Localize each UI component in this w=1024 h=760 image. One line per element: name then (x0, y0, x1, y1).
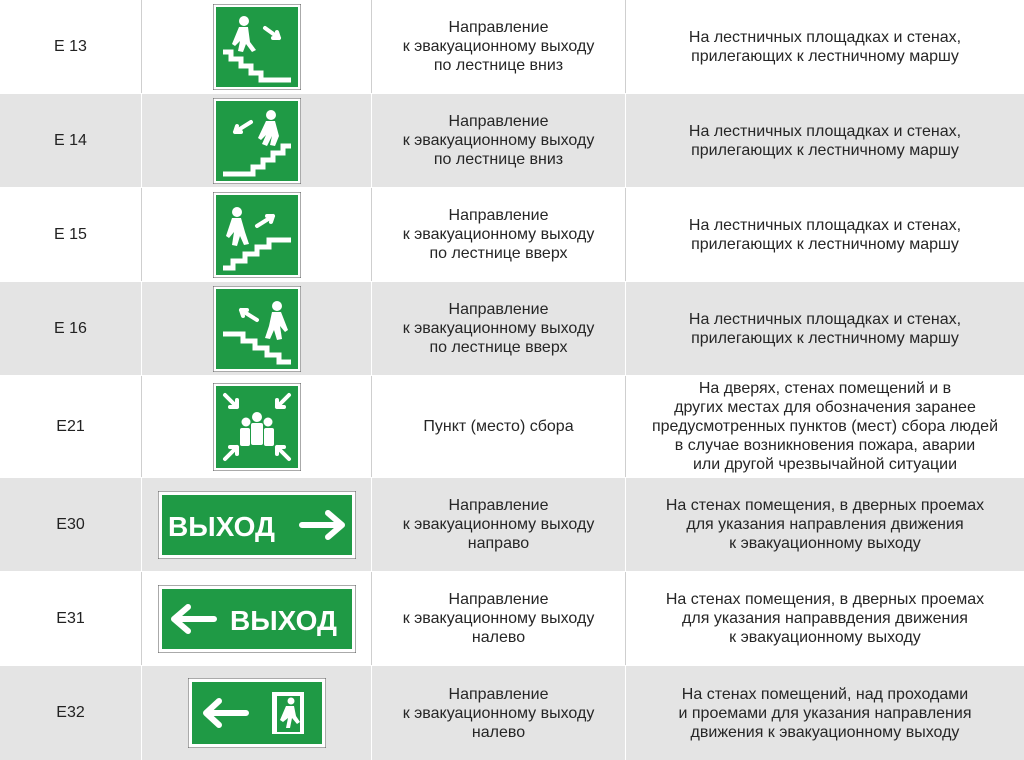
sign-name (372, 666, 626, 760)
sign-image (142, 282, 372, 375)
sign-code: E 15 (0, 188, 142, 281)
sign-image (142, 376, 372, 477)
place-line: движения к эвакуационному выходу (690, 723, 960, 741)
place-line: прилегающих к лестничному маршу (691, 235, 959, 253)
sign-code: E 16 (0, 282, 142, 375)
table-row (0, 478, 1024, 572)
place-line: для указания направвдения движения (682, 610, 968, 627)
table-row (0, 0, 1024, 94)
place-line: других местах для обозначения заранее (674, 399, 976, 416)
table-row (0, 572, 1024, 666)
name-line: направо (467, 535, 530, 552)
name-line: к эвакуационному выходу (402, 610, 595, 627)
place-line: На стенах помещения, в дверных проемах (665, 591, 985, 608)
name-line: к эвакуационному выходу (402, 516, 595, 533)
exit-right-sign (158, 491, 356, 559)
stairs-down-right-icon (213, 4, 301, 90)
place-line: На лестничных площадках и стенах, (688, 310, 962, 328)
sign-image (142, 666, 372, 760)
name-line: Направление (448, 301, 549, 318)
name-line: налево (471, 629, 526, 646)
name-line: Направление (448, 591, 549, 608)
assembly-point-icon (213, 383, 301, 471)
sign-placement (626, 282, 1024, 375)
name-line: Направление (448, 19, 549, 36)
sign-placement (626, 572, 1024, 665)
sign-code: E31 (0, 572, 142, 665)
place-line: На лестничных площадках и стенах, (688, 216, 962, 234)
sign-code: E 14 (0, 94, 142, 187)
exit-sign-text: ВЫХОД (167, 510, 275, 542)
name-line: Направление (448, 207, 549, 224)
sign-code: E 13 (0, 0, 142, 93)
name-line: к эвакуационному выходу (402, 704, 595, 722)
name-line: Направление (448, 113, 549, 130)
stairs-up-left-icon (213, 286, 301, 372)
place-line: или другой чрезвычайной ситуации (692, 456, 958, 473)
sign-name (372, 478, 626, 571)
sign-placement (626, 478, 1024, 571)
place-line: На стенах помещения, в дверных проемах (665, 497, 985, 514)
name-line: к эвакуационному выходу (402, 226, 595, 243)
place-line: к эвакуационному выходу (729, 535, 921, 552)
place-line: для указания направления движения (686, 516, 964, 533)
stairs-down-left-icon (213, 98, 301, 184)
name-line: к эвакуационному выходу (402, 38, 595, 55)
name-line: по лестнице вверх (429, 245, 568, 262)
table-row (0, 282, 1024, 376)
table-row (0, 94, 1024, 188)
place-line: и проемами для указания направления (678, 704, 972, 722)
sign-placement (626, 376, 1024, 477)
sign-image (142, 94, 372, 187)
name-line: Пункт (место) сбора (423, 418, 574, 435)
running-man-door-icon (272, 692, 304, 734)
exit-sign-text: ВЫХОД (229, 604, 337, 636)
exit-door-left-sign (188, 678, 326, 748)
sign-image (142, 188, 372, 281)
sign-placement (626, 0, 1024, 93)
place-line: прилегающих к лестничному маршу (691, 329, 959, 347)
sign-image (142, 572, 372, 665)
name-line: к эвакуационному выходу (402, 320, 595, 337)
sign-name (372, 572, 626, 665)
place-line: На дверях, стенах помещений и в (698, 380, 952, 397)
stairs-up-right-icon (213, 192, 301, 278)
sign-placement (626, 94, 1024, 187)
sign-name (372, 94, 626, 187)
sign-code: E21 (0, 376, 142, 477)
place-line: прилегающих к лестничному маршу (691, 141, 959, 159)
sign-name (372, 282, 626, 375)
place-line: На лестничных площадках и стенах, (688, 28, 962, 46)
sign-name (372, 188, 626, 281)
table-row (0, 666, 1024, 760)
name-line: по лестнице вниз (433, 151, 564, 168)
sign-name (372, 376, 626, 477)
name-line: по лестнице вниз (433, 57, 564, 74)
sign-placement (626, 666, 1024, 760)
sign-code: E30 (0, 478, 142, 571)
place-line: в случае возникновения пожара, аварии (674, 437, 976, 454)
name-line: к эвакуационному выходу (402, 132, 595, 149)
name-line: налево (471, 723, 526, 741)
sign-image (142, 0, 372, 93)
sign-name (372, 0, 626, 93)
exit-left-sign (158, 585, 356, 653)
sign-code: E32 (0, 666, 142, 760)
place-line: прилегающих к лестничному маршу (691, 47, 959, 65)
table-row (0, 188, 1024, 282)
sign-image (142, 478, 372, 571)
place-line: предусмотренных пунктов (мест) сбора людей (651, 418, 998, 435)
table-row (0, 376, 1024, 478)
name-line: Направление (448, 685, 549, 703)
sign-placement (626, 188, 1024, 281)
name-line: Направление (448, 497, 549, 514)
place-line: На лестничных площадках и стенах, (688, 122, 962, 140)
place-line: к эвакуационному выходу (729, 629, 921, 646)
name-line: по лестнице вверх (429, 339, 568, 356)
place-line: На стенах помещений, над проходами (681, 685, 969, 703)
